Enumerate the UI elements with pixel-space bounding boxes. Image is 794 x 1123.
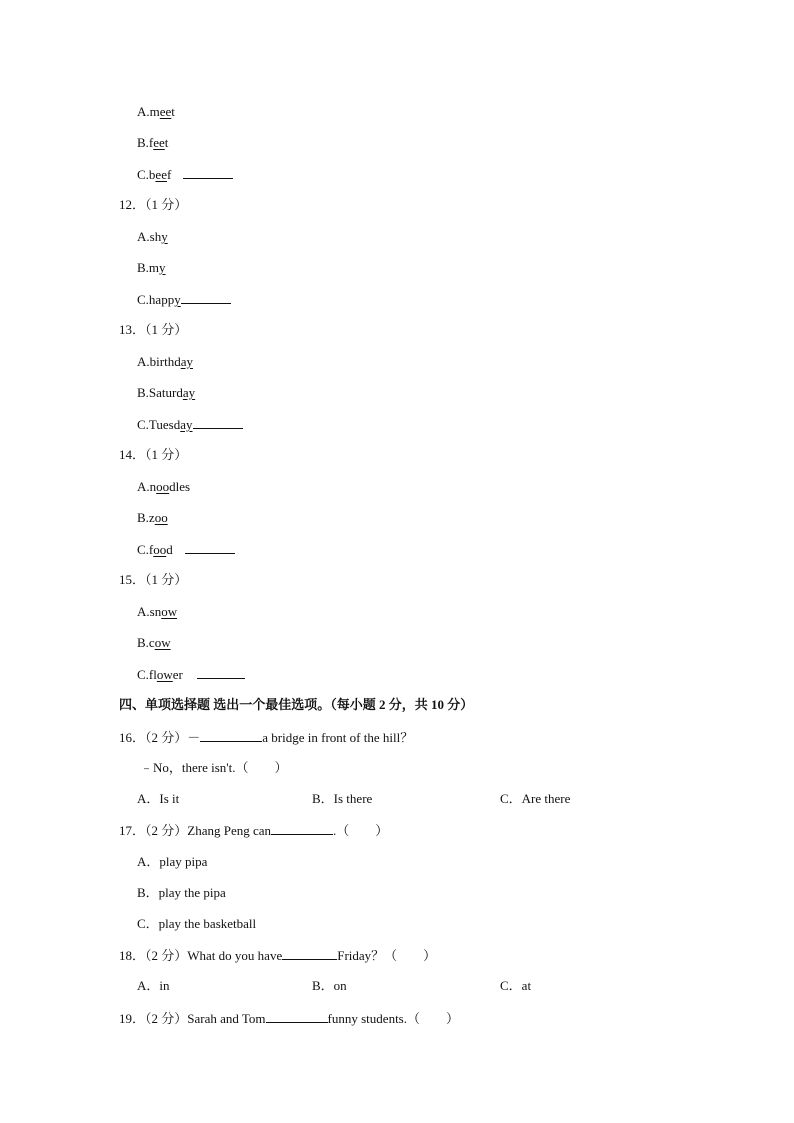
q17-stem: 17．（2 分）Zhang Peng can .（ ） <box>119 823 389 838</box>
q15-option-b: B.cow <box>137 635 171 650</box>
q15-option-c: C.flower <box>137 666 245 683</box>
q17-option-b[interactable]: B．play the pipa <box>137 885 226 900</box>
q15-number: 15．（1 分） <box>119 572 188 587</box>
q14-option-a: A.noodles <box>137 479 191 494</box>
answer-blank[interactable] <box>266 1010 328 1023</box>
q16-option-c[interactable]: C．Are there <box>500 791 571 806</box>
q15-option-a: A.snow <box>137 604 178 619</box>
q19-stem: 19．（2 分）Sarah and Tom funny students.（ ） <box>119 1011 459 1026</box>
answer-blank[interactable] <box>185 541 235 554</box>
q18-stem: 18．（2 分）What do you have Friday？（ ） <box>119 948 437 963</box>
q12-option-a: A.shy <box>137 229 168 244</box>
q13-option-a: A.birthday <box>137 354 193 369</box>
answer-blank[interactable] <box>271 822 333 835</box>
answer-blank[interactable] <box>200 729 262 742</box>
q16-response: ﹣No，there isn't.（ ） <box>140 760 288 775</box>
section-heading: 四、单项选择题 选出一个最佳选项。（每小题 2 分，共 10 分） <box>119 697 474 712</box>
answer-blank[interactable] <box>193 416 243 429</box>
q13-option-b: B.Saturday <box>137 385 196 400</box>
q13-number: 13．（1 分） <box>119 322 188 337</box>
q12-number: 12．（1 分） <box>119 197 188 212</box>
q12-option-c: C.happy <box>137 291 231 308</box>
q14-option-c: C.food <box>137 541 235 558</box>
q17-option-a[interactable]: A．play pipa <box>137 854 208 869</box>
q18-option-c[interactable]: C．at <box>500 978 532 993</box>
q11-option-c: C.beef <box>137 166 233 183</box>
q18-option-b[interactable]: B．on <box>312 978 347 993</box>
q14-number: 14．（1 分） <box>119 447 188 462</box>
q13-option-c: C.Tuesday <box>137 416 243 433</box>
answer-blank[interactable] <box>181 291 231 304</box>
q16-option-a[interactable]: A．Is it <box>137 791 180 806</box>
answer-blank[interactable] <box>197 666 245 679</box>
q14-option-b: B.zoo <box>137 510 168 525</box>
answer-blank[interactable] <box>282 947 337 960</box>
answer-blank[interactable] <box>183 166 233 179</box>
q11-option-a: A.meet <box>137 104 175 119</box>
q16-option-b[interactable]: B．Is there <box>312 791 373 806</box>
q17-option-c[interactable]: C．play the basketball <box>137 916 257 931</box>
q11-option-b: B.feet <box>137 135 169 150</box>
q12-option-b: B.my <box>137 260 166 275</box>
q18-option-a[interactable]: A．in <box>137 978 170 993</box>
q16-stem: 16．（2 分）－ a bridge in front of the hill？ <box>119 730 414 745</box>
